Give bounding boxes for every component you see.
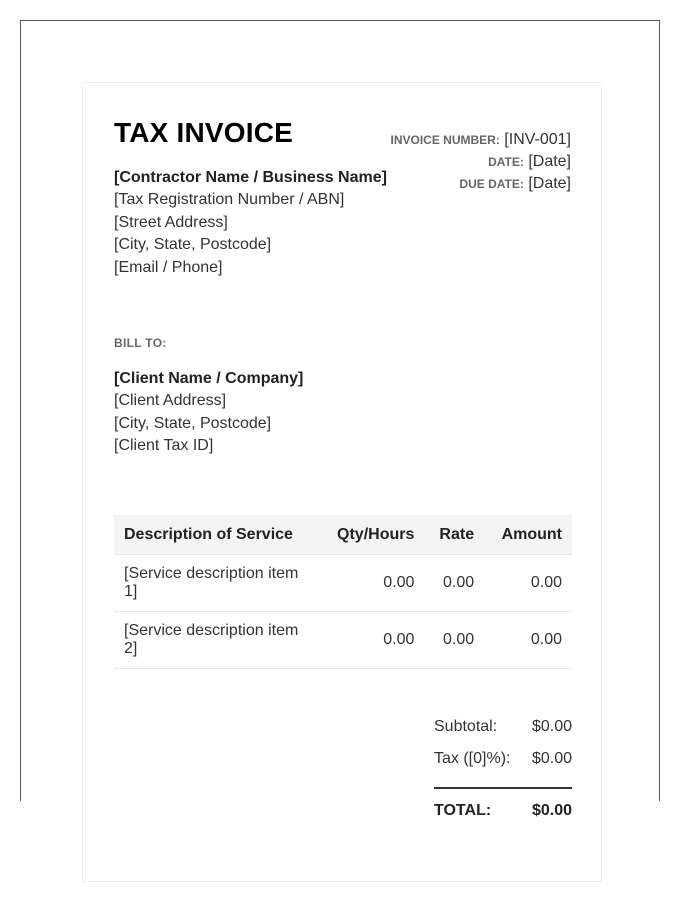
row-description: [Service description item 2] [114, 612, 318, 669]
row-amount: 0.00 [484, 555, 572, 612]
header-qty: Qty/Hours [318, 515, 424, 555]
contractor-contact: [Email / Phone] [114, 258, 223, 276]
row-amount: 0.00 [484, 612, 572, 669]
due-date-label: DUE DATE: [459, 177, 524, 191]
table-row [114, 555, 572, 612]
line-items-table [114, 515, 572, 669]
total-row [434, 787, 572, 827]
subtotal-row [434, 711, 572, 743]
contractor-street: [Street Address] [114, 213, 228, 231]
contractor-tax-id: [Tax Registration Number / ABN] [114, 191, 345, 209]
invoice-number-row [391, 129, 572, 151]
row-qty: 0.00 [318, 612, 424, 669]
invoice-number-value: [INV-001] [504, 131, 571, 148]
tax-label: Tax ([0]%): [434, 750, 511, 767]
due-date-row [391, 173, 572, 195]
invoice-date-row [391, 151, 572, 173]
client-tax-id: [Client Tax ID] [114, 437, 214, 455]
bill-to-label: BILL TO: [114, 336, 167, 350]
document-viewport[interactable] [20, 20, 660, 819]
header-rate: Rate [424, 515, 484, 555]
due-date-value: [Date] [528, 175, 571, 192]
client-address: [Client Address] [114, 392, 227, 410]
subtotal-label: Subtotal: [434, 718, 498, 735]
row-qty: 0.00 [318, 555, 424, 612]
invoice-number-label: INVOICE NUMBER: [390, 133, 500, 147]
row-rate: 0.00 [424, 612, 484, 669]
invoice-meta [391, 129, 572, 195]
client-block [114, 368, 303, 458]
subtotal-value: $0.00 [531, 718, 572, 735]
total-value: $0.00 [531, 802, 572, 819]
totals-block [434, 711, 572, 827]
total-label: TOTAL: [434, 802, 492, 819]
row-description: [Service description item 1] [114, 555, 318, 612]
client-name: [Client Name / Company] [114, 370, 304, 387]
contractor-block [114, 167, 387, 279]
table-header-row [114, 515, 572, 555]
invoice-title: TAX INVOICE [114, 117, 294, 148]
table-row [114, 612, 572, 669]
contractor-name: [Contractor Name / Business Name] [114, 169, 387, 186]
contractor-city: [City, State, Postcode] [114, 236, 272, 254]
tax-value: $0.00 [531, 750, 572, 767]
header-description: Description of Service [114, 515, 318, 555]
tax-row [434, 743, 572, 775]
client-city: [City, State, Postcode] [114, 414, 272, 432]
header-amount: Amount [484, 515, 572, 555]
invoice-sheet [82, 82, 602, 882]
invoice-date-label: DATE: [488, 155, 524, 169]
row-rate: 0.00 [424, 555, 484, 612]
invoice-date-value: [Date] [528, 153, 571, 170]
